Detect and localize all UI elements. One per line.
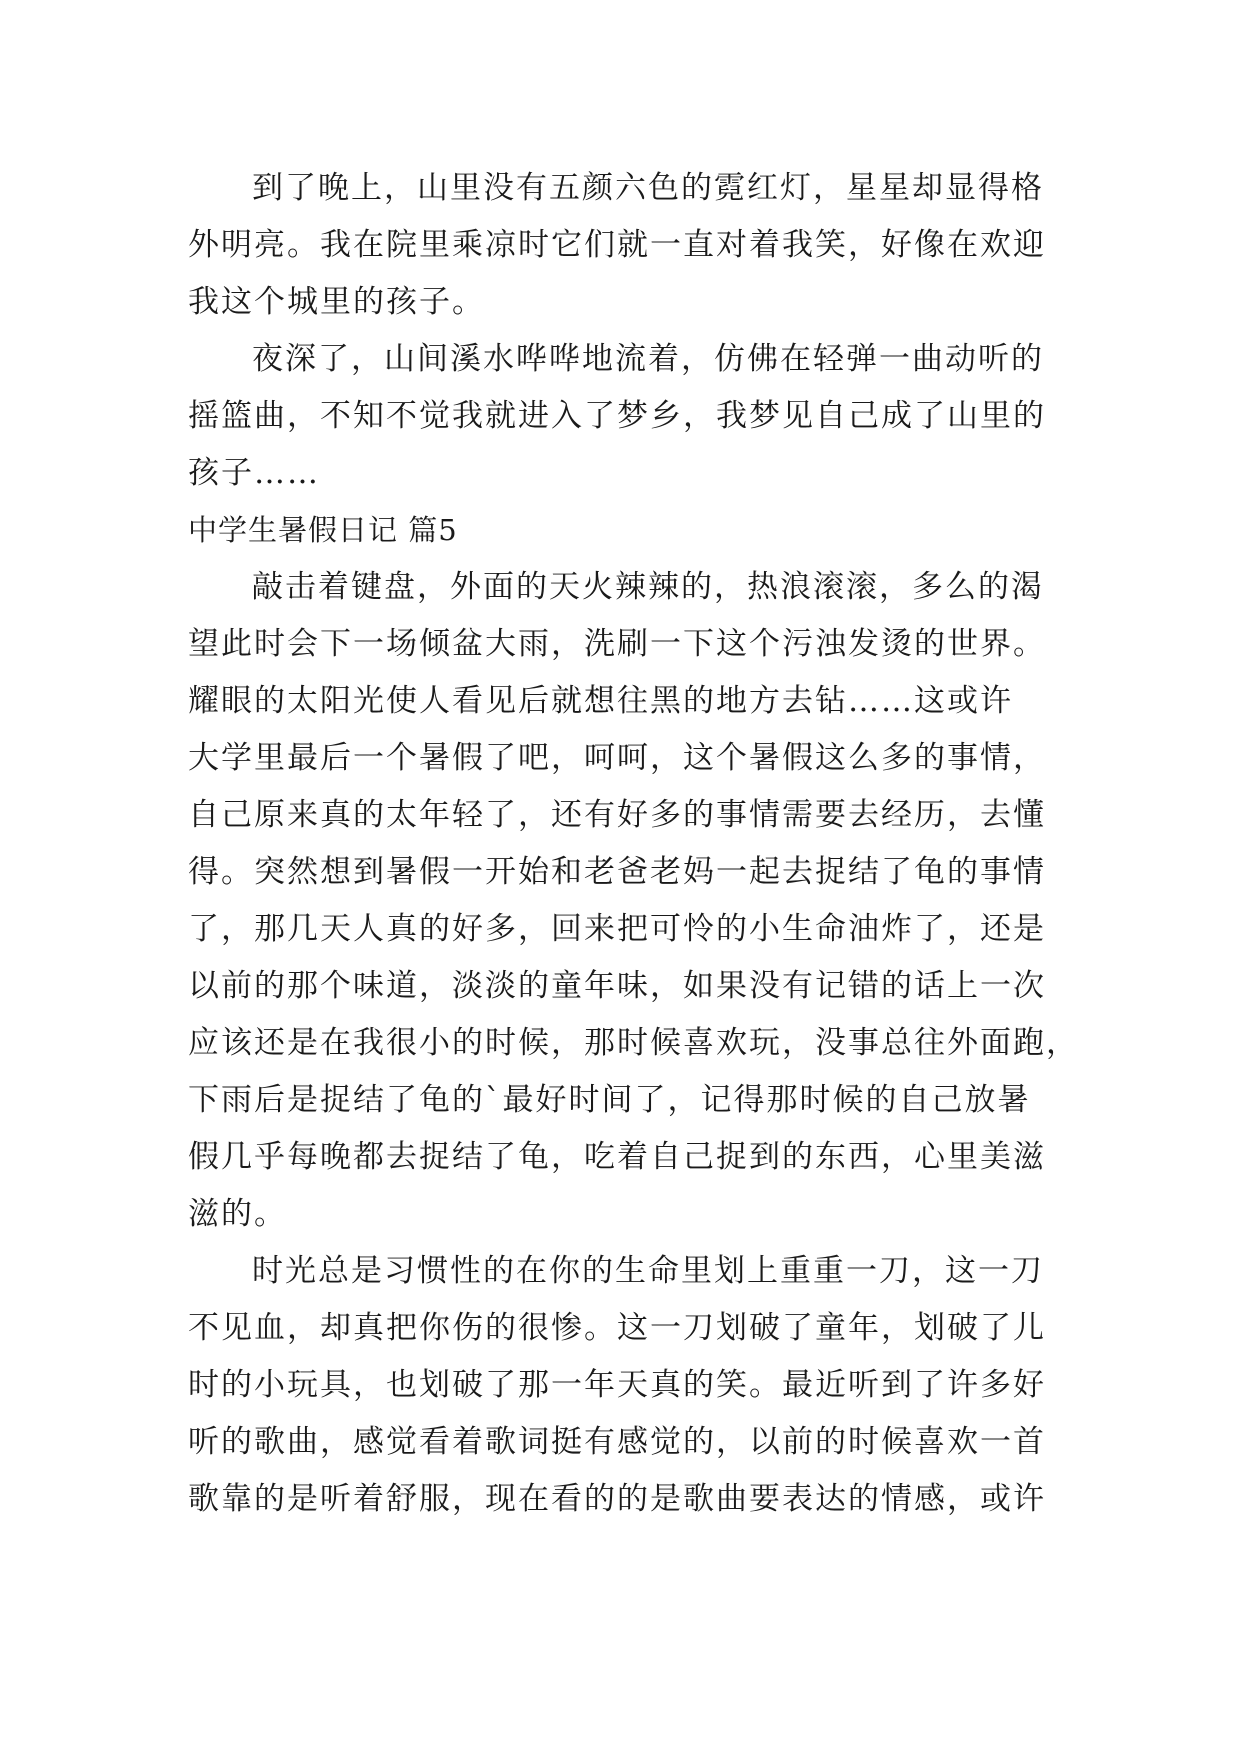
- text-line: 了，那几天人真的好多，回来把可怜的小生命油炸了，还是: [188, 911, 1046, 947]
- text-line: 时的小玩具，也划破了那一年天真的笑。最近听到了许多好: [188, 1367, 1046, 1403]
- paragraph-1: [188, 160, 1068, 331]
- text-line: 摇篮曲，不知不觉我就进入了梦乡，我梦见自己成了山里的: [188, 398, 1046, 434]
- text-line: 得。突然想到暑假一开始和老爸老妈一起去捉结了龟的事情: [188, 854, 1046, 890]
- text-line: 歌靠的是听着舒服，现在看的的是歌曲要表达的情感，或许: [188, 1481, 1046, 1517]
- text-line: 滋的。: [188, 1196, 287, 1232]
- paragraph-4: [188, 1243, 1068, 1528]
- text-line: 不见血，却真把你伤的很惨。这一刀划破了童年，划破了儿: [188, 1310, 1046, 1346]
- text-line: 以前的那个味道，淡淡的童年味，如果没有记错的话上一次: [188, 968, 1046, 1004]
- text-line: 听的歌曲，感觉看着歌词挺有感觉的，以前的时候喜欢一首: [188, 1424, 1046, 1460]
- section-title: 中学生暑假日记 篇5: [188, 513, 458, 547]
- text-line: 应该还是在我很小的时候，那时候喜欢玩，没事总往外面跑，: [188, 1025, 1079, 1061]
- paragraph-3: [188, 559, 1079, 1243]
- text-line: 耀眼的太阳光使人看见后就想往黑的地方去钻……这或许: [188, 683, 1013, 719]
- text-line: 望此时会下一场倾盆大雨，洗刷一下这个污浊发烫的世界。: [188, 626, 1046, 662]
- text-line: 敲击着键盘，外面的天火辣辣的，热浪滚滚，多么的渴: [252, 569, 1044, 605]
- text-line: 我这个城里的孩子。: [188, 284, 485, 320]
- text-line: 外明亮。我在院里乘凉时它们就一直对着我笑，好像在欢迎: [188, 227, 1046, 263]
- text-line: 下雨后是捉结了龟的`最好时间了，记得那时候的自己放暑: [188, 1082, 1031, 1118]
- text-line: 时光总是习惯性的在你的生命里划上重重一刀，这一刀: [252, 1253, 1044, 1289]
- text-line: 到了晚上，山里没有五颜六色的霓红灯，星星却显得格: [252, 170, 1044, 206]
- text-line: 夜深了，山间溪水哗哗地流着，仿佛在轻弹一曲动听的: [252, 341, 1044, 377]
- text-line: 孩子……: [188, 455, 320, 491]
- text-line: 大学里最后一个暑假了吧，呵呵，这个暑假这么多的事情，: [188, 740, 1046, 776]
- document-body: [188, 160, 1079, 1528]
- text-line: 自己原来真的太年轻了，还有好多的事情需要去经历，去懂: [188, 797, 1046, 833]
- text-line: 假几乎每晚都去捉结了龟，吃着自己捉到的东西，心里美滋: [188, 1139, 1046, 1175]
- paragraph-2: [188, 331, 1068, 502]
